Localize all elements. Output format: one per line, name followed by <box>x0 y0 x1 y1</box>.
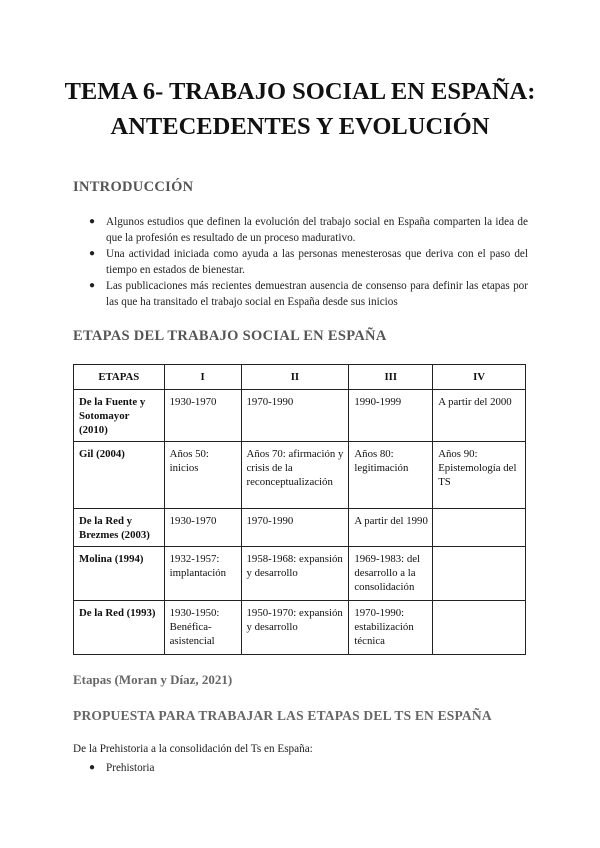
intro-heading: INTRODUCCIÓN <box>73 179 194 195</box>
table-header-row <box>74 365 526 390</box>
table-cell <box>433 509 526 547</box>
table-cell: 1970-1990 <box>241 509 349 547</box>
list-item <box>73 214 528 246</box>
list-item-text: Las publicaciones más recientes demuestran ausencia de consenso para definir las etapas por las que ha transitado el trabajo social en España desde sus inicios <box>106 280 528 308</box>
table-cell: Años 70: afirmación y crisis de la reconceptualización <box>241 442 349 509</box>
etapas-table <box>73 364 526 655</box>
bullet-icon: ● <box>89 762 96 773</box>
column-header: III <box>349 365 433 390</box>
list-item <box>73 278 528 310</box>
table-cell <box>433 601 526 655</box>
table-cell: 1930-1950: Benéfica-asistencial <box>164 601 241 655</box>
table-cell: 1950-1970: expansión y desarrollo <box>241 601 349 655</box>
row-author-cell: De la Red (1993) <box>74 601 165 655</box>
table-cell <box>433 547 526 601</box>
table-row <box>74 442 526 509</box>
row-author-cell: De la Red y Brezmes (2003) <box>74 509 165 547</box>
table-cell: 1932-1957: implantación <box>164 547 241 601</box>
list-item-text: Prehistoria <box>106 762 155 774</box>
table-cell: Años 50: inicios <box>164 442 241 509</box>
propuesta-heading: PROPUESTA PARA TRABAJAR LAS ETAPAS DEL TS EN ESPAÑA <box>73 708 492 723</box>
table-row <box>74 547 526 601</box>
bullet-icon: ● <box>89 248 96 259</box>
table-cell: 1930-1970 <box>164 509 241 547</box>
column-header: II <box>241 365 349 390</box>
bullet-icon: ● <box>89 280 96 291</box>
table-cell: Años 90: Epistemología del TS <box>433 442 526 509</box>
propuesta-paragraph: De la Prehistoria a la consolidación del Ts en España: <box>73 743 313 755</box>
table-cell: 1970-1990: estabilización técnica <box>349 601 433 655</box>
table-cell: 1930-1970 <box>164 390 241 442</box>
propuesta-bullet-list <box>73 760 154 776</box>
table-row <box>74 509 526 547</box>
row-author-cell: De la Fuente y Sotomayor (2010) <box>74 390 165 442</box>
column-header: I <box>164 365 241 390</box>
intro-bullet-list <box>73 214 528 310</box>
table-row <box>74 390 526 442</box>
row-author-cell: Gil (2004) <box>74 442 165 509</box>
table-cell: A partir del 1990 <box>349 509 433 547</box>
page-title: TEMA 6- TRABAJO SOCIAL EN ESPAÑA: ANTECEDENTES Y EVOLUCIÓN <box>64 78 536 140</box>
table-cell: Años 80: legitimación <box>349 442 433 509</box>
column-header: IV <box>433 365 526 390</box>
etapas-heading: ETAPAS DEL TRABAJO SOCIAL EN ESPAÑA <box>73 328 387 344</box>
row-author-cell: Molina (1994) <box>74 547 165 601</box>
list-item-text: Algunos estudios que definen la evolución del trabajo social en España comparten la idea de que la profesión es resultado de un proceso madurativo. <box>106 216 528 244</box>
list-item <box>73 246 528 278</box>
table-row <box>74 601 526 655</box>
bullet-icon: ● <box>89 216 96 227</box>
table-cell: 1990-1999 <box>349 390 433 442</box>
column-header: ETAPAS <box>74 365 165 390</box>
table-cell: 1970-1990 <box>241 390 349 442</box>
table-cell: 1969-1983: del desarrollo a la consolidación <box>349 547 433 601</box>
table-cell: A partir del 2000 <box>433 390 526 442</box>
etapas-moran-heading: Etapas (Moran y Díaz, 2021) <box>73 672 233 687</box>
list-item <box>73 760 154 776</box>
table-cell: 1958-1968: expansión y desarrollo <box>241 547 349 601</box>
list-item-text: Una actividad iniciada como ayuda a las personas menesterosas que deriva con el paso del tiempo en estados de bienestar. <box>106 248 528 276</box>
